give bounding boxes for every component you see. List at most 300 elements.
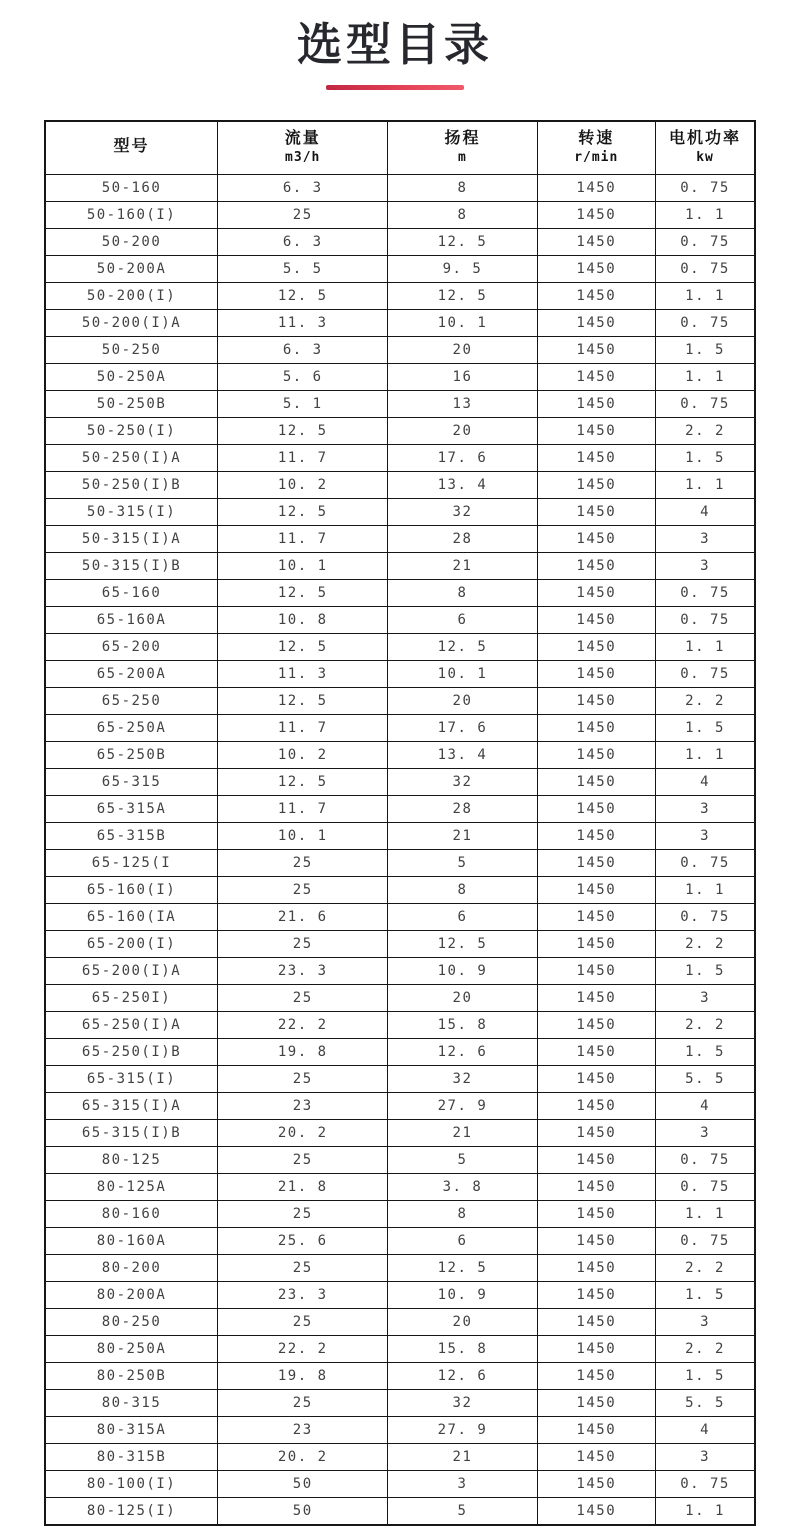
table-cell-speed: 1450 [537, 1470, 656, 1497]
table-cell-power: 4 [656, 768, 755, 795]
table-cell-flow: 10. 2 [218, 741, 388, 768]
table-cell-speed: 1450 [537, 1308, 656, 1335]
table-cell-model: 80-315B [45, 1443, 218, 1470]
table-row [45, 471, 755, 498]
table-cell-speed: 1450 [537, 984, 656, 1011]
table-cell-speed: 1450 [537, 1173, 656, 1200]
table-cell-flow: 11. 7 [218, 525, 388, 552]
table-cell-model: 80-315A [45, 1416, 218, 1443]
table-cell-power: 1. 1 [656, 471, 755, 498]
table-cell-power: 1. 1 [656, 633, 755, 660]
table-cell-head: 21 [388, 1443, 537, 1470]
table-cell-head: 8 [388, 1200, 537, 1227]
table-cell-speed: 1450 [537, 201, 656, 228]
table-cell-flow: 11. 3 [218, 309, 388, 336]
table-cell-model: 80-125A [45, 1173, 218, 1200]
table-cell-speed: 1450 [537, 714, 656, 741]
table-cell-speed: 1450 [537, 957, 656, 984]
table-cell-power: 1. 1 [656, 876, 755, 903]
table-cell-head: 5 [388, 849, 537, 876]
table-cell-speed: 1450 [537, 1362, 656, 1389]
pump-selection-table [44, 120, 756, 1526]
table-cell-model: 80-250 [45, 1308, 218, 1335]
table-cell-flow: 5. 1 [218, 390, 388, 417]
table-cell-speed: 1450 [537, 1335, 656, 1362]
table-cell-model: 65-250I) [45, 984, 218, 1011]
table-cell-model: 65-250(I)A [45, 1011, 218, 1038]
table-cell-head: 21 [388, 822, 537, 849]
table-cell-model: 80-200A [45, 1281, 218, 1308]
table-row [45, 579, 755, 606]
table-cell-flow: 10. 1 [218, 822, 388, 849]
table-cell-head: 12. 6 [388, 1038, 537, 1065]
table-cell-model: 50-200 [45, 228, 218, 255]
table-cell-speed: 1450 [537, 1065, 656, 1092]
table-cell-flow: 23 [218, 1416, 388, 1443]
table-cell-model: 50-315(I) [45, 498, 218, 525]
table-cell-power: 0. 75 [656, 228, 755, 255]
column-label: 转速 [578, 130, 615, 148]
table-cell-speed: 1450 [537, 1038, 656, 1065]
table-cell-head: 15. 8 [388, 1335, 537, 1362]
table-cell-flow: 5. 5 [218, 255, 388, 282]
table-row [45, 444, 755, 471]
table-row [45, 1119, 755, 1146]
table-cell-flow: 20. 2 [218, 1119, 388, 1146]
table-cell-flow: 25. 6 [218, 1227, 388, 1254]
table-cell-model: 50-160 [45, 174, 218, 201]
table-cell-flow: 12. 5 [218, 687, 388, 714]
table-cell-model: 65-315(I)B [45, 1119, 218, 1146]
table-cell-power: 3 [656, 822, 755, 849]
table-cell-head: 6 [388, 606, 537, 633]
table-row [45, 741, 755, 768]
table-cell-speed: 1450 [537, 174, 656, 201]
table-cell-head: 20 [388, 1308, 537, 1335]
table-cell-model: 65-315 [45, 768, 218, 795]
table-cell-power: 1. 1 [656, 1200, 755, 1227]
table-row [45, 1254, 755, 1281]
table-cell-model: 80-160 [45, 1200, 218, 1227]
table-cell-flow: 22. 2 [218, 1011, 388, 1038]
table-row [45, 1470, 755, 1497]
table-cell-model: 65-160(IA [45, 903, 218, 930]
table-cell-speed: 1450 [537, 795, 656, 822]
table-cell-model: 65-200(I)A [45, 957, 218, 984]
table-cell-speed: 1450 [537, 525, 656, 552]
table-cell-speed: 1450 [537, 1227, 656, 1254]
table-row [45, 201, 755, 228]
table-cell-head: 27. 9 [388, 1416, 537, 1443]
table-cell-speed: 1450 [537, 1011, 656, 1038]
table-row [45, 849, 755, 876]
table-cell-power: 0. 75 [656, 1470, 755, 1497]
table-cell-flow: 11. 7 [218, 714, 388, 741]
table-cell-power: 3 [656, 1119, 755, 1146]
table-cell-power: 1. 1 [656, 1497, 755, 1525]
table-row [45, 1443, 755, 1470]
table-cell-model: 50-250(I)B [45, 471, 218, 498]
table-row [45, 876, 755, 903]
column-label: 扬程 [444, 130, 481, 148]
table-row [45, 1497, 755, 1525]
table-row [45, 174, 755, 201]
table-cell-head: 13. 4 [388, 471, 537, 498]
table-cell-speed: 1450 [537, 687, 656, 714]
table-row [45, 1038, 755, 1065]
table-cell-head: 21 [388, 1119, 537, 1146]
table-cell-model: 65-315B [45, 822, 218, 849]
table-cell-head: 32 [388, 498, 537, 525]
table-row [45, 984, 755, 1011]
table-cell-power: 3 [656, 1308, 755, 1335]
table-cell-flow: 11. 7 [218, 444, 388, 471]
table-row [45, 930, 755, 957]
table-cell-flow: 12. 5 [218, 282, 388, 309]
table-cell-flow: 12. 5 [218, 498, 388, 525]
table-row [45, 1146, 755, 1173]
table-cell-power: 0. 75 [656, 1146, 755, 1173]
column-label: 电机功率 [669, 130, 742, 148]
table-cell-head: 27. 9 [388, 1092, 537, 1119]
column-header-head [388, 121, 537, 175]
table-cell-power: 4 [656, 1092, 755, 1119]
table-cell-power: 0. 75 [656, 255, 755, 282]
table-cell-speed: 1450 [537, 903, 656, 930]
table-cell-flow: 25 [218, 1254, 388, 1281]
table-cell-power: 0. 75 [656, 606, 755, 633]
table-cell-model: 80-100(I) [45, 1470, 218, 1497]
table-cell-flow: 12. 5 [218, 579, 388, 606]
table-row [45, 390, 755, 417]
table-row [45, 606, 755, 633]
table-cell-model: 65-315(I)A [45, 1092, 218, 1119]
table-cell-model: 65-160(I) [45, 876, 218, 903]
table-row [45, 282, 755, 309]
column-header-power [656, 121, 755, 175]
table-cell-flow: 11. 3 [218, 660, 388, 687]
table-cell-speed: 1450 [537, 1119, 656, 1146]
table-cell-power: 1. 1 [656, 741, 755, 768]
table-cell-head: 5 [388, 1146, 537, 1173]
table-cell-power: 1. 1 [656, 282, 755, 309]
table-cell-head: 12. 5 [388, 1254, 537, 1281]
table-cell-model: 50-200(I) [45, 282, 218, 309]
table-cell-flow: 25 [218, 930, 388, 957]
table-cell-flow: 12. 5 [218, 768, 388, 795]
table-row [45, 1308, 755, 1335]
table-cell-speed: 1450 [537, 417, 656, 444]
column-header-flow [218, 121, 388, 175]
table-cell-head: 20 [388, 687, 537, 714]
table-cell-model: 65-250 [45, 687, 218, 714]
table-cell-head: 8 [388, 174, 537, 201]
table-cell-model: 65-160 [45, 579, 218, 606]
table-cell-speed: 1450 [537, 579, 656, 606]
table-cell-model: 50-160(I) [45, 201, 218, 228]
table-cell-flow: 21. 6 [218, 903, 388, 930]
table-row [45, 633, 755, 660]
table-cell-power: 1. 5 [656, 1362, 755, 1389]
table-cell-head: 9. 5 [388, 255, 537, 282]
table-cell-power: 1. 1 [656, 363, 755, 390]
table-cell-head: 32 [388, 1389, 537, 1416]
table-cell-model: 80-160A [45, 1227, 218, 1254]
table-cell-head: 12. 5 [388, 228, 537, 255]
table-cell-speed: 1450 [537, 1200, 656, 1227]
table-cell-model: 50-250(I) [45, 417, 218, 444]
table-cell-flow: 19. 8 [218, 1038, 388, 1065]
table-row [45, 363, 755, 390]
table-row [45, 525, 755, 552]
table-row [45, 1389, 755, 1416]
table-row [45, 795, 755, 822]
table-row [45, 498, 755, 525]
title-underline-bar [326, 85, 464, 90]
table-cell-head: 12. 5 [388, 930, 537, 957]
table-row [45, 1200, 755, 1227]
table-cell-model: 50-250 [45, 336, 218, 363]
table-cell-flow: 10. 8 [218, 606, 388, 633]
table-row [45, 1011, 755, 1038]
table-cell-model: 65-125(I [45, 849, 218, 876]
table-cell-flow: 19. 8 [218, 1362, 388, 1389]
table-cell-flow: 23 [218, 1092, 388, 1119]
table-cell-head: 10. 9 [388, 957, 537, 984]
table-cell-speed: 1450 [537, 552, 656, 579]
table-cell-head: 15. 8 [388, 1011, 537, 1038]
table-cell-head: 10. 9 [388, 1281, 537, 1308]
table-row [45, 714, 755, 741]
table-cell-flow: 12. 5 [218, 633, 388, 660]
table-cell-flow: 23. 3 [218, 957, 388, 984]
table-row [45, 660, 755, 687]
table-cell-model: 80-250A [45, 1335, 218, 1362]
table-cell-power: 1. 1 [656, 201, 755, 228]
table-cell-model: 50-200(I)A [45, 309, 218, 336]
table-row [45, 957, 755, 984]
table-cell-speed: 1450 [537, 1146, 656, 1173]
table-cell-speed: 1450 [537, 363, 656, 390]
table-cell-flow: 12. 5 [218, 417, 388, 444]
table-cell-flow: 21. 8 [218, 1173, 388, 1200]
table-row [45, 1092, 755, 1119]
table-cell-speed: 1450 [537, 1254, 656, 1281]
table-cell-speed: 1450 [537, 471, 656, 498]
table-cell-flow: 25 [218, 1308, 388, 1335]
table-cell-speed: 1450 [537, 633, 656, 660]
table-cell-model: 80-125(I) [45, 1497, 218, 1525]
column-unit: r/min [574, 149, 619, 165]
table-cell-power: 3 [656, 1443, 755, 1470]
table-cell-flow: 20. 2 [218, 1443, 388, 1470]
table-cell-head: 20 [388, 336, 537, 363]
table-cell-head: 3 [388, 1470, 537, 1497]
table-cell-model: 50-200A [45, 255, 218, 282]
table-cell-head: 32 [388, 768, 537, 795]
table-cell-flow: 6. 3 [218, 336, 388, 363]
table-cell-model: 80-315 [45, 1389, 218, 1416]
column-unit: kw [696, 149, 714, 165]
table-cell-flow: 25 [218, 201, 388, 228]
table-cell-model: 50-315(I)A [45, 525, 218, 552]
table-cell-model: 50-250A [45, 363, 218, 390]
table-cell-head: 28 [388, 525, 537, 552]
table-cell-power: 0. 75 [656, 903, 755, 930]
table-cell-power: 0. 75 [656, 309, 755, 336]
table-cell-head: 13 [388, 390, 537, 417]
table-cell-speed: 1450 [537, 390, 656, 417]
table-row [45, 1227, 755, 1254]
table-cell-power: 3 [656, 552, 755, 579]
table-cell-model: 50-315(I)B [45, 552, 218, 579]
table-cell-head: 32 [388, 1065, 537, 1092]
table-cell-head: 5 [388, 1497, 537, 1525]
table-row [45, 1173, 755, 1200]
column-label: 流量 [284, 130, 321, 148]
table-cell-speed: 1450 [537, 660, 656, 687]
table-cell-power: 0. 75 [656, 660, 755, 687]
table-cell-flow: 50 [218, 1470, 388, 1497]
table-cell-model: 65-160A [45, 606, 218, 633]
table-cell-flow: 25 [218, 1389, 388, 1416]
table-cell-flow: 25 [218, 876, 388, 903]
table-row [45, 228, 755, 255]
table-row [45, 309, 755, 336]
table-cell-speed: 1450 [537, 228, 656, 255]
table-cell-speed: 1450 [537, 1497, 656, 1525]
table-cell-model: 80-125 [45, 1146, 218, 1173]
table-cell-head: 8 [388, 579, 537, 606]
table-cell-power: 2. 2 [656, 687, 755, 714]
table-cell-speed: 1450 [537, 1281, 656, 1308]
table-cell-flow: 11. 7 [218, 795, 388, 822]
table-row [45, 1362, 755, 1389]
table-cell-head: 16 [388, 363, 537, 390]
table-cell-speed: 1450 [537, 1443, 656, 1470]
table-cell-power: 0. 75 [656, 849, 755, 876]
table-cell-model: 65-315A [45, 795, 218, 822]
table-cell-power: 5. 5 [656, 1389, 755, 1416]
table-cell-speed: 1450 [537, 930, 656, 957]
catalog-page [0, 16, 790, 1526]
table-row [45, 417, 755, 444]
table-cell-model: 80-200 [45, 1254, 218, 1281]
table-cell-speed: 1450 [537, 606, 656, 633]
table-cell-speed: 1450 [537, 822, 656, 849]
page-title: 选型目录 [296, 19, 493, 70]
table-cell-head: 8 [388, 876, 537, 903]
table-cell-speed: 1450 [537, 768, 656, 795]
table-cell-head: 3. 8 [388, 1173, 537, 1200]
table-cell-power: 1. 5 [656, 714, 755, 741]
table-cell-model: 65-200 [45, 633, 218, 660]
table-row [45, 336, 755, 363]
table-cell-flow: 10. 1 [218, 552, 388, 579]
table-cell-model: 50-250B [45, 390, 218, 417]
column-label: 型号 [113, 138, 150, 156]
table-cell-power: 0. 75 [656, 174, 755, 201]
table-row [45, 1335, 755, 1362]
table-cell-model: 65-200A [45, 660, 218, 687]
table-cell-model: 65-250B [45, 741, 218, 768]
table-cell-flow: 10. 2 [218, 471, 388, 498]
table-cell-head: 12. 5 [388, 282, 537, 309]
table-cell-speed: 1450 [537, 876, 656, 903]
table-body [45, 174, 755, 1525]
table-cell-power: 1. 5 [656, 957, 755, 984]
table-cell-speed: 1450 [537, 1389, 656, 1416]
table-cell-power: 4 [656, 1416, 755, 1443]
table-cell-power: 0. 75 [656, 1227, 755, 1254]
table-cell-power: 1. 5 [656, 1038, 755, 1065]
table-cell-model: 80-250B [45, 1362, 218, 1389]
table-cell-head: 10. 1 [388, 309, 537, 336]
table-cell-flow: 6. 3 [218, 174, 388, 201]
table-cell-speed: 1450 [537, 1416, 656, 1443]
table-cell-power: 5. 5 [656, 1065, 755, 1092]
table-cell-speed: 1450 [537, 309, 656, 336]
table-cell-model: 50-250(I)A [45, 444, 218, 471]
table-cell-power: 0. 75 [656, 390, 755, 417]
table-row [45, 822, 755, 849]
column-unit: m [458, 149, 467, 165]
table-row [45, 1281, 755, 1308]
table-cell-flow: 25 [218, 1146, 388, 1173]
table-cell-speed: 1450 [537, 444, 656, 471]
table-cell-flow: 23. 3 [218, 1281, 388, 1308]
table-cell-head: 8 [388, 201, 537, 228]
table-cell-head: 17. 6 [388, 444, 537, 471]
table-cell-power: 2. 2 [656, 417, 755, 444]
table-cell-head: 28 [388, 795, 537, 822]
table-cell-power: 1. 5 [656, 1281, 755, 1308]
table-row [45, 768, 755, 795]
table-cell-flow: 25 [218, 1200, 388, 1227]
table-cell-head: 13. 4 [388, 741, 537, 768]
column-unit: m3/h [285, 149, 321, 165]
table-cell-head: 17. 6 [388, 714, 537, 741]
table-row [45, 552, 755, 579]
table-cell-speed: 1450 [537, 282, 656, 309]
table-row [45, 687, 755, 714]
table-header-row [45, 121, 755, 175]
table-cell-flow: 5. 6 [218, 363, 388, 390]
table-cell-power: 0. 75 [656, 1173, 755, 1200]
table-cell-head: 12. 5 [388, 633, 537, 660]
table-cell-power: 1. 5 [656, 336, 755, 363]
column-header-speed [537, 121, 656, 175]
table-cell-power: 3 [656, 984, 755, 1011]
table-cell-head: 10. 1 [388, 660, 537, 687]
table-cell-head: 20 [388, 984, 537, 1011]
table-cell-power: 2. 2 [656, 1254, 755, 1281]
table-cell-speed: 1450 [537, 1092, 656, 1119]
table-cell-flow: 25 [218, 1065, 388, 1092]
table-cell-speed: 1450 [537, 498, 656, 525]
table-cell-flow: 25 [218, 849, 388, 876]
table-cell-speed: 1450 [537, 255, 656, 282]
table-cell-speed: 1450 [537, 849, 656, 876]
table-cell-flow: 50 [218, 1497, 388, 1525]
table-cell-head: 20 [388, 417, 537, 444]
table-cell-power: 2. 2 [656, 1011, 755, 1038]
table-cell-head: 6 [388, 1227, 537, 1254]
table-cell-model: 65-250(I)B [45, 1038, 218, 1065]
table-row [45, 255, 755, 282]
table-cell-head: 12. 6 [388, 1362, 537, 1389]
table-cell-flow: 25 [218, 984, 388, 1011]
